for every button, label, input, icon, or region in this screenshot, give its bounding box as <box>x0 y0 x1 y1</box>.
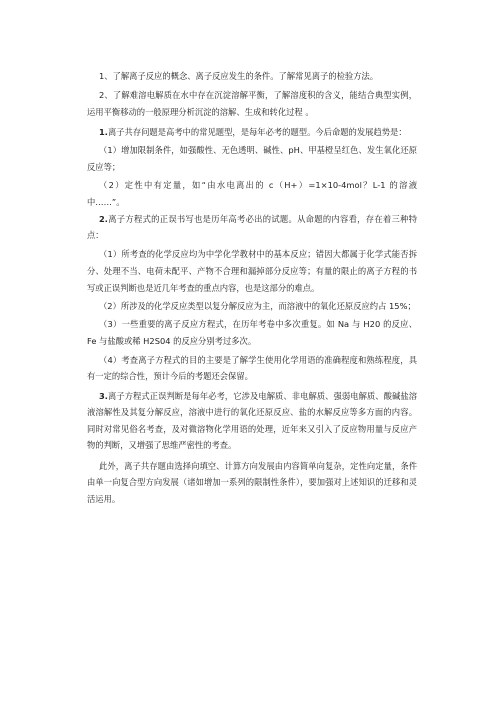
section-1-text: 离子共存问题是高考中的常见题型，是每年必考的题型。今后命题的发展趋势是： <box>107 126 407 137</box>
section-1-paragraph <box>87 124 417 141</box>
section-1-number: 1. <box>99 126 108 137</box>
section-2-point-4: （4）考查离子方程式的目的主要是了解学生使用化学用语的准确程度和熟练程度，具有一定的综合性，预计今后的考题还会保留。 <box>87 354 417 382</box>
closing-paragraph: 此外，离子共存题由选择向填空、计算方向发展由内容简单向复杂，定性向定量，条件由单一向复合型方向发展（诸如增加一系列的限制性条件），要加强对上述知识的迁移和灵活运用。 <box>87 460 417 504</box>
section-2-point-3: （3）一些重要的离子反应方程式，在历年考卷中多次重复。如 Na 与 H20 的反应、Fe 与盐酸或稀 H2S04 的反应分别考过多次。 <box>87 318 417 346</box>
section-3-number: 3. <box>99 390 108 401</box>
section-2-number: 2. <box>99 213 108 224</box>
section-3-text: 离子方程式正误判断是每年必考，它涉及电解质、非电解质、强弱电解质、酸碱盐溶液溶解性及其复分解反应，溶液中进行的氧化还原反应、盐的水解反应等多方面的内容。同时对常见俗名考查，及对微溶物化学用语的处理，近年来又引入了反应物用量与反应产物的判断，又增强了思维严密性的考查。 <box>87 390 417 451</box>
section-1-point-1: （1）增加限制条件，如强酸性、无色透明、碱性、pH、甲基橙呈红色、发生氧化还原反应等； <box>87 145 417 172</box>
section-2-paragraph <box>87 211 417 244</box>
objective-2: 2、了解难溶电解质在水中存在沉淀溶解平衡，了解溶度积的含义，能结合典型实例，运用平衡移动的一般原理分析沉淀的溶解、生成和转化过程 。 <box>87 90 417 117</box>
objective-1: 1、了解离子反应的概念、离子反应发生的条件。了解常见离子的检验方法。 <box>99 71 379 81</box>
section-2-point-1: （1）所考查的化学反应均为中学化学教材中的基本反应；错因大都属于化学式能否拆分、处理不当、电荷未配平、产物不合理和漏掉部分反应等；有量的限止的离子方程的书写或正误判断也是近几年考查的重点内容，也是这部分的难点。 <box>87 249 417 293</box>
section-2-text: 离子方程式的正误书写也是历年高考必出的试题。从命题的内容看，存在着三种特点： <box>87 213 417 241</box>
section-2-point-2: （2）所涉及的化学反应类型以复分解反应为主，而溶液中的氧化还原反应约占 15%； <box>99 300 416 311</box>
section-3-paragraph <box>87 388 417 454</box>
document-body <box>87 68 417 507</box>
section-1-point-2: （2）定性中有定量，如“由水电离出的 c（H+）=1×10-4mol？L-1 的溶液中……”。 <box>87 179 417 207</box>
